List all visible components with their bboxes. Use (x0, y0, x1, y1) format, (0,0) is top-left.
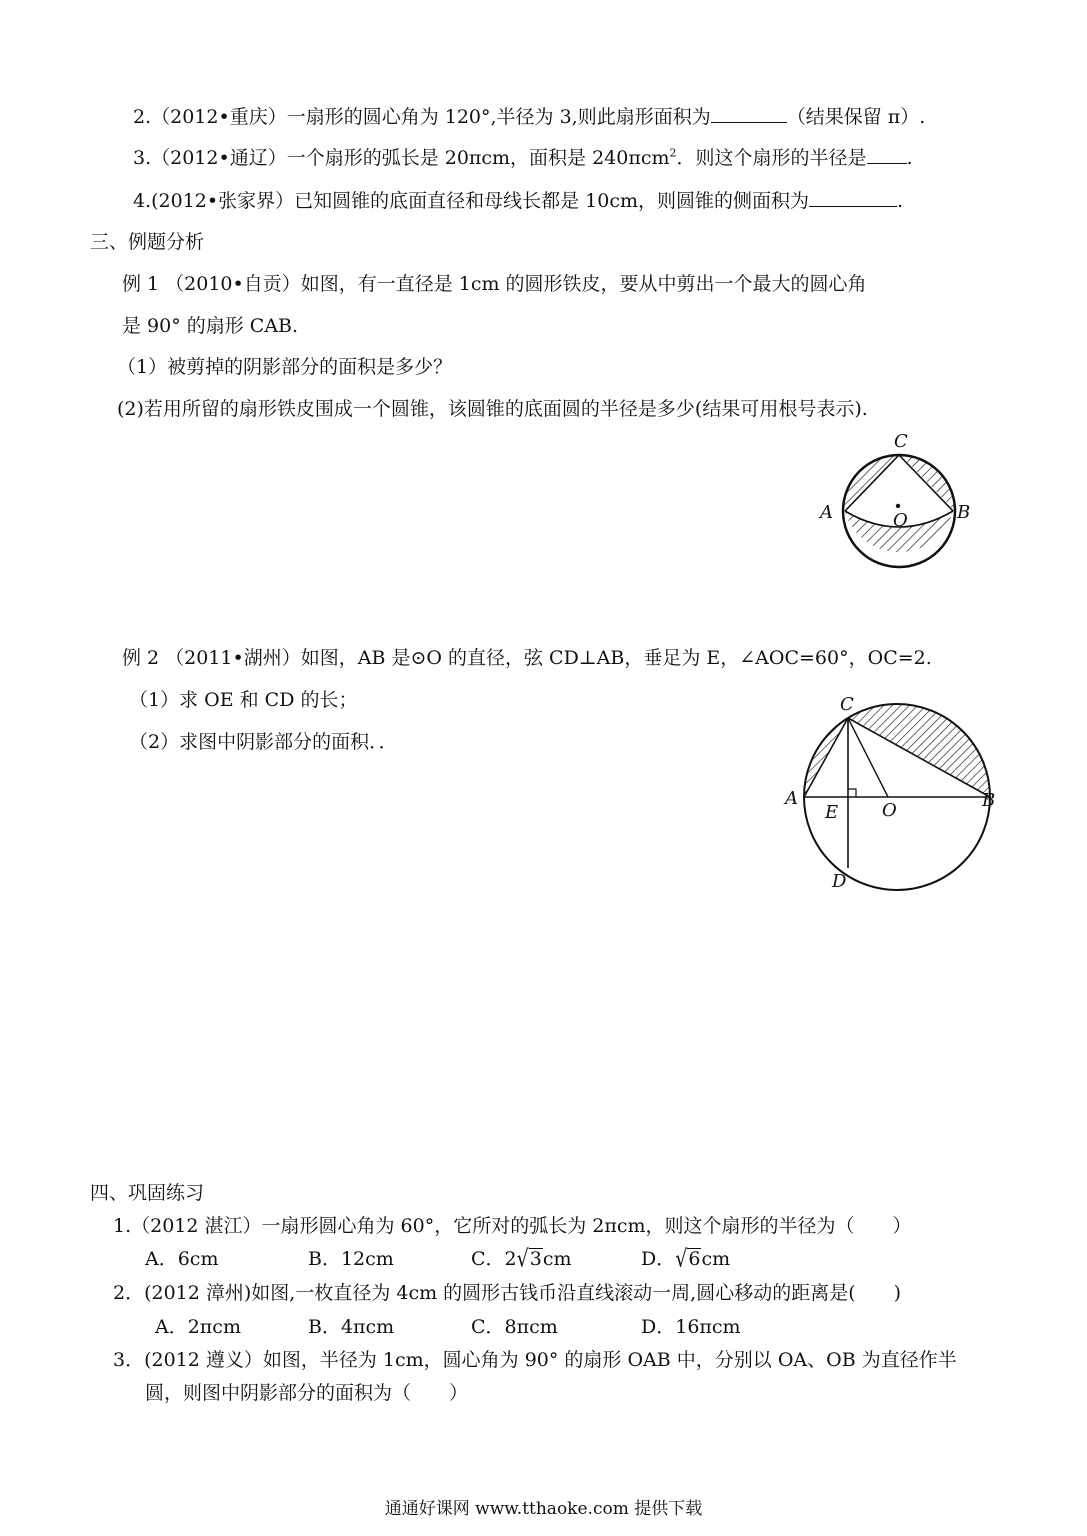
option-b: B．4πcm (308, 1316, 395, 1338)
practice-2-stem: 2．(2012 漳州)如图,一枚直径为 4cm 的圆形古钱币沿直线滚动一周,圆心移动的距离是( ) (113, 1282, 902, 1304)
option-d: D．√6cm (641, 1245, 731, 1273)
page-footer: 通通好课网 www.tthaoke.com 提供下载 (384, 1499, 703, 1519)
label-A: A (785, 788, 798, 809)
label-D: D (832, 871, 847, 892)
question-2: 2.（2012•重庆）一扇形的圆心角为 120°,半径为 3,则此扇形面积为 （结果保留 π）. (133, 106, 926, 128)
example-1-line1: 例 1 （2010•自贡）如图，有一直径是 1cm 的圆形铁皮，要从中剪出一个最大的圆心角 (122, 273, 867, 295)
example-2-line1: 例 2 （2011•湖州）如图，AB 是⊙O 的直径，弦 CD⊥AB，垂足为 E，∠AOC=60°，OC=2. (122, 647, 932, 669)
question-4: 4.(2012•张家界）已知圆锥的底面直径和母线长都是 10cm，则圆锥的侧面积为 . (133, 190, 904, 212)
label-O: O (882, 800, 897, 821)
option-b: B．12cm (308, 1248, 394, 1270)
example-1-part1: （1）被剪掉的阴影部分的面积是多少？ (117, 356, 453, 378)
section-heading-practice: 四、巩固练习 (90, 1182, 205, 1204)
example-2-part2: （2）求图中阴影部分的面积．． (129, 731, 398, 753)
label-C: C (840, 694, 854, 715)
answer-blank (809, 188, 897, 207)
figure-2-diagram (780, 690, 1010, 890)
answer-blank (867, 145, 907, 164)
practice-2-options (155, 1314, 741, 1340)
example-1-line2: 是 90° 的扇形 CAB. (122, 315, 299, 337)
answer-blank (711, 104, 787, 123)
practice-1-options (145, 1246, 730, 1272)
practice-1-stem: 1.（2012 湛江）一扇形圆心角为 60°，它所对的弧长为 2πcm，则这个扇形的半径为（ ） (113, 1215, 912, 1237)
label-B: B (982, 790, 996, 811)
label-C: C (894, 431, 908, 452)
question-3: 3.（2012•通辽）一个扇形的弧长是 20πcm，面积是 240πcm$^2$．则这个扇形的半径是 . (133, 146, 913, 169)
option-d: D．16πcm (641, 1316, 741, 1338)
figure-1-diagram (815, 425, 995, 585)
label-B: B (957, 502, 971, 523)
label-O: O (893, 510, 908, 531)
example-1-part2: (2)若用所留的扇形铁皮围成一个圆锥，该圆锥的底面圆的半径是多少(结果可用根号表示). (117, 398, 868, 420)
option-c: C．2√3cm (471, 1245, 572, 1273)
practice-3-line2: 圆，则图中阴影部分的面积为（ ） (145, 1382, 469, 1404)
option-a: A．2πcm (155, 1316, 241, 1338)
label-E: E (825, 802, 839, 823)
example-2-part1: （1）求 OE 和 CD 的长； (129, 689, 358, 711)
section-heading-examples: 三、例题分析 (90, 231, 205, 253)
option-a: A．6cm (145, 1248, 219, 1270)
label-A: A (820, 502, 833, 523)
practice-3-line1: 3．(2012 遵义）如图，半径为 1cm，圆心角为 90° 的扇形 OAB 中，分别以 OA、OB 为直径作半 (113, 1349, 957, 1371)
option-c: C．8πcm (471, 1316, 558, 1338)
